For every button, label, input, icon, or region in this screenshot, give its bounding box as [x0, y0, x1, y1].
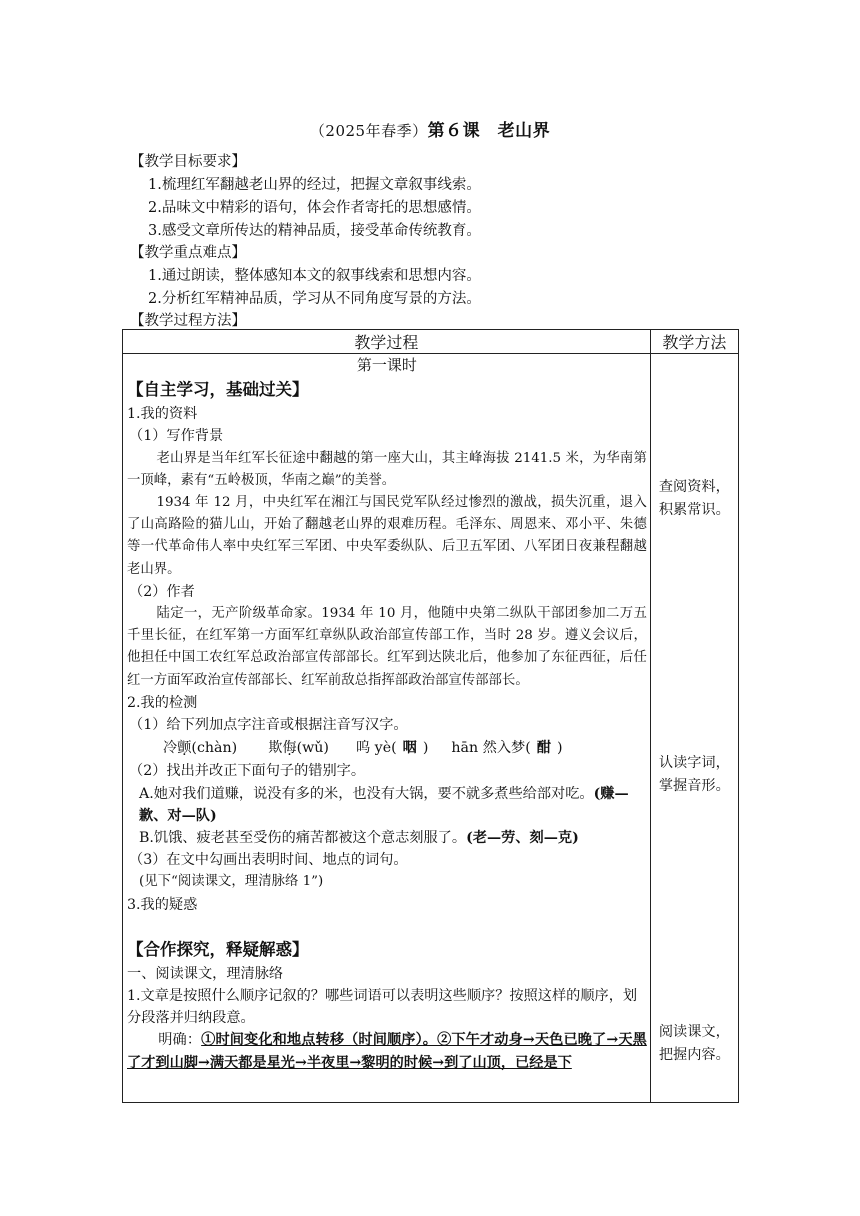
background-paragraph-2: 1934 年 12 月，中央红军在湘江与国民党军队经过惨烈的激战，损失沉重，退入了山高路险的猫儿山，开始了翻越老山界的艰难历程。毛泽东、周恩来、邓小平、朱德等一代革命伟人率中央红军三军团、中央军委纵队、后卫五军团、八军团日夜兼程翻越老山界。: [127, 495, 647, 577]
process-heading: 【教学过程方法】: [130, 313, 246, 329]
goals-heading: 【教学目标要求】: [130, 154, 246, 170]
keypoint-item-2: 2.分析红军精神品质，学习从不同角度写景的方法。: [148, 291, 481, 307]
s1-mark-question: （3）在文中勾画出表明时间、地点的词句。: [129, 852, 408, 869]
question-1: 1.文章是按照什么顺序记叙的？哪些词语可以表明这些顺序？按照这样的顺序，划分段落并归纳段意。: [127, 988, 638, 1027]
answer-1: 明确：①时间变化和地点转移（时间顺序）。②下午才动身→天色已晚了→天黑了才到山脚→满天都是星光→半夜里→黎明的时候→到了山顶，已经是下: [127, 1032, 647, 1071]
author-paragraph: 陆定一，无产阶级革命家。1934 年 10 月，他随中央第二纵队干部团参加二万五千里长征，在红军第一方面军红章纵队政治部宣传部工作，当时 28 岁。遵义会议后，他担任中国工农红军总政治部宣传部部长。红军到达陕北后，他参加了东征西征，后任红一方面军政治宣传部部长、红军前敌总指挥部政治部宣传部部长。: [127, 606, 647, 688]
background-paragraph-1: 老山界是当年红军长征途中翻越的第一座大山，其主峰海拔 2141.5 米，为华南第一顶峰，素有“五岭极顶，华南之巅”的美誉。: [127, 450, 647, 488]
method-read: 阅读课文，把握内容。: [658, 1024, 730, 1063]
s1-background-label: （1）写作背景: [129, 428, 224, 445]
pinyin-answer-2: (wǔ): [296, 740, 329, 757]
sentence-a: A.她对我们道赚，说没有多的米，也没有大锅，要不就多煮些给部对吃。(赚—歉、对—队): [139, 785, 629, 824]
s1-my-doubts: 3.我的疑惑: [127, 896, 198, 913]
column-header-process: 教学过程: [123, 330, 651, 354]
s1-pinyin-question: （1）给下列加点字注音或根据注音写汉字。: [129, 717, 408, 734]
method-cell: [650, 354, 738, 1103]
pinyin-answer-4: 酣: [536, 740, 551, 757]
column-header-method: 教学方法: [650, 330, 738, 354]
answer-1-text: ①时间变化和地点转移（时间顺序）。②下午才动身→天色已晚了→天黑了才到山脚→满天都是星光→半夜里→黎明的时候→到了山顶，已经是下: [127, 1032, 647, 1071]
pinyin-answer-3: 咽: [402, 740, 417, 757]
pinyin-row: 冷颤(chàn) 欺侮(wǔ) 呜 yè( 咽 ) hān 然入梦( 酣 ): [163, 740, 563, 757]
section-self-study: 【自主学习，基础过关】: [127, 380, 309, 400]
dotted-char-2: 侮: [282, 740, 297, 757]
goal-item-2: 2.品味文中精彩的语句，体会作者寄托的思想感情。: [148, 200, 481, 216]
dotted-char-1: 颤: [177, 740, 192, 757]
page-title: [0, 116, 860, 141]
title-main: 第６课 老山界: [427, 121, 551, 141]
sentence-b-answer: (老—劳、刻—克): [466, 830, 579, 847]
s1-typo-question: （2）找出并改正下面句子的错别字。: [129, 763, 366, 780]
sentence-a-answer: (赚—歉、对—队): [139, 785, 629, 824]
s1-my-materials: 1.我的资料: [127, 406, 198, 423]
method-words: 认读字词，掌握音形。: [658, 755, 730, 794]
process-cell: [123, 354, 651, 1103]
lesson-label: 第一课时: [356, 356, 417, 374]
s1-my-test: 2.我的检测: [127, 694, 198, 711]
pinyin-answer-1: (chàn): [191, 740, 238, 757]
s2-read-text: 一、阅读课文，理清脉络: [127, 965, 284, 982]
sentence-b: B.饥饿、疲老甚至受伤的痛苦都被这个意志刻服了。(老—劳、刻—克): [139, 830, 579, 847]
s1-author-label: （2）作者: [129, 583, 195, 600]
keypoints-heading: 【教学重点难点】: [130, 245, 246, 261]
keypoint-item-1: 1.通过朗读，整体感知本文的叙事线索和思想内容。: [148, 268, 481, 284]
goal-item-3: 3.感受文章所传达的精神品质，接受革命传统教育。: [148, 223, 481, 239]
teaching-table: [122, 329, 739, 1103]
s1-mark-note: (见下“阅读课文，理清脉络 1”): [139, 874, 324, 890]
method-research: 查阅资料，积累常识。: [658, 479, 730, 518]
section-cooperative: 【合作探究，释疑解惑】: [127, 939, 309, 959]
goal-item-1: 1.梳理红军翻越老山界的经过，把握文章叙事线索。: [148, 177, 481, 193]
title-prefix: （2025年春季）: [309, 122, 428, 140]
